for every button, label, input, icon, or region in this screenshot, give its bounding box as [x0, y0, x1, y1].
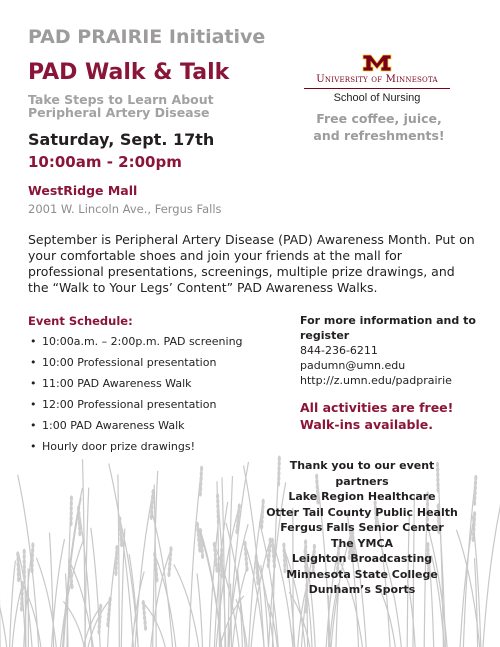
- grass-seed-head: [70, 583, 73, 589]
- grass-blade: [483, 487, 500, 647]
- schedule-item: • 1:00 PAD Awareness Walk: [28, 418, 288, 439]
- event-venue: WestRidge Mall: [28, 183, 138, 198]
- partner-item: Otter Tail County Public Health: [266, 505, 458, 519]
- partners-heading: Thank you to our event partners: [289, 459, 435, 488]
- schedule-heading: Event Schedule:: [28, 314, 133, 328]
- grass-seed-head: [213, 547, 216, 553]
- partner-item: Lake Region Healthcare: [288, 490, 436, 503]
- grass-seed-head: [120, 541, 123, 547]
- schedule-item: • 10:00 Professional presentation: [28, 355, 288, 376]
- partner-item: Fergus Falls Senior Center: [280, 521, 444, 534]
- grass-seed-head: [143, 615, 146, 621]
- grass-seed-head: [213, 542, 216, 548]
- schedule-item: • Hourly door prize drawings!: [28, 439, 288, 460]
- grass-seed-head: [236, 518, 239, 524]
- grass-blade: [0, 570, 7, 647]
- grass-seed-head: [97, 629, 100, 635]
- grass-seed-head: [201, 553, 204, 559]
- grass-seed-head: [23, 574, 26, 580]
- grass-seed-head: [217, 518, 220, 524]
- grass-blade: [197, 574, 203, 647]
- school-name: School of Nursing: [333, 92, 421, 104]
- grass-seed-head: [199, 491, 202, 497]
- grass-seed-head: [198, 542, 201, 548]
- schedule-item: • 10:00a.m. – 2:00p.m. PAD screening: [28, 334, 288, 355]
- partner-item: Dunham’s Sports: [308, 583, 416, 596]
- grass-blade: [10, 561, 16, 647]
- university-name: University of Minnesota: [316, 74, 438, 85]
- free-notice: [300, 399, 480, 433]
- partner-item: The YMCA: [330, 536, 394, 550]
- grass-seed-head: [237, 513, 240, 519]
- subtitle: Take Steps to Learn About Peripheral Artery Disease: [28, 92, 214, 120]
- partners-section: [262, 458, 462, 598]
- grass-blade: [143, 603, 165, 647]
- event-date: Saturday, Sept. 17th: [28, 130, 215, 149]
- grass-blade: [85, 488, 89, 647]
- partner-item: Leighton Broadcasting: [291, 552, 433, 565]
- contact-info: [300, 313, 480, 388]
- grass-seed-head: [114, 570, 117, 576]
- event-time: 10:00am - 2:00pm: [28, 153, 182, 171]
- block-m-icon: [362, 54, 392, 72]
- event-address: 2001 W. Lincoln Ave., Fergus Falls: [28, 202, 222, 216]
- contact-email[interactable]: padumn@umn.edu: [300, 359, 406, 372]
- grass-seed-head: [144, 625, 147, 631]
- contact-heading: For more information and to register: [300, 314, 476, 342]
- grass-seed-head: [198, 547, 201, 553]
- grass-seed-head: [215, 567, 218, 573]
- grass-seed-head: [17, 576, 20, 582]
- grass-seed-head: [214, 552, 217, 558]
- page-title: PAD Walk & Talk: [28, 60, 230, 85]
- grass-seed-head: [20, 606, 23, 612]
- university-logo: [304, 54, 450, 104]
- grass-seed-head: [473, 500, 476, 506]
- grass-blade: [174, 564, 199, 647]
- partner-item: Minnesota State College: [286, 567, 438, 581]
- grass-seed-head: [78, 530, 81, 536]
- grass-seed-head: [215, 562, 218, 568]
- contact-url[interactable]: http://z.umn.edu/padprairie: [300, 374, 452, 387]
- free-line-1: All activities are free!: [300, 400, 454, 415]
- grass-blade: [231, 584, 232, 647]
- grass-seed-head: [220, 572, 223, 578]
- grass-seed-head: [196, 522, 199, 528]
- grass-seed-head: [214, 557, 217, 563]
- grass-seed-head: [69, 520, 72, 526]
- free-line-2: Walk-ins available.: [300, 417, 434, 432]
- grass-seed-head: [235, 528, 238, 534]
- schedule-item: • 11:00 PAD Awareness Walk: [28, 376, 288, 397]
- initiative-heading: PAD PRAIRIE Initiative: [28, 26, 266, 48]
- grass-seed-head: [197, 537, 200, 543]
- schedule-item: • 12:00 Professional presentation: [28, 397, 288, 418]
- logo-divider: [304, 88, 450, 89]
- perks-text: Free coffee, juice, and refreshments!: [313, 111, 445, 143]
- contact-phone: 844-236-6211: [300, 344, 378, 357]
- intro-paragraph: September is Peripheral Artery Disease (PAD) Awareness Month. Put on your comfortable shoes and join your friends at the mall for professional presentations, screenings, multiple prize drawings, and the “Walk to Your Legs’ Content” PAD Awareness Walks.: [28, 232, 475, 295]
- grass-seed-head: [196, 527, 199, 533]
- grass-seed-head: [142, 600, 145, 606]
- grass-blade: [118, 474, 119, 647]
- grass-seed-head: [70, 578, 73, 584]
- grass-seed-head: [167, 571, 170, 577]
- grass-seed-head: [238, 503, 241, 509]
